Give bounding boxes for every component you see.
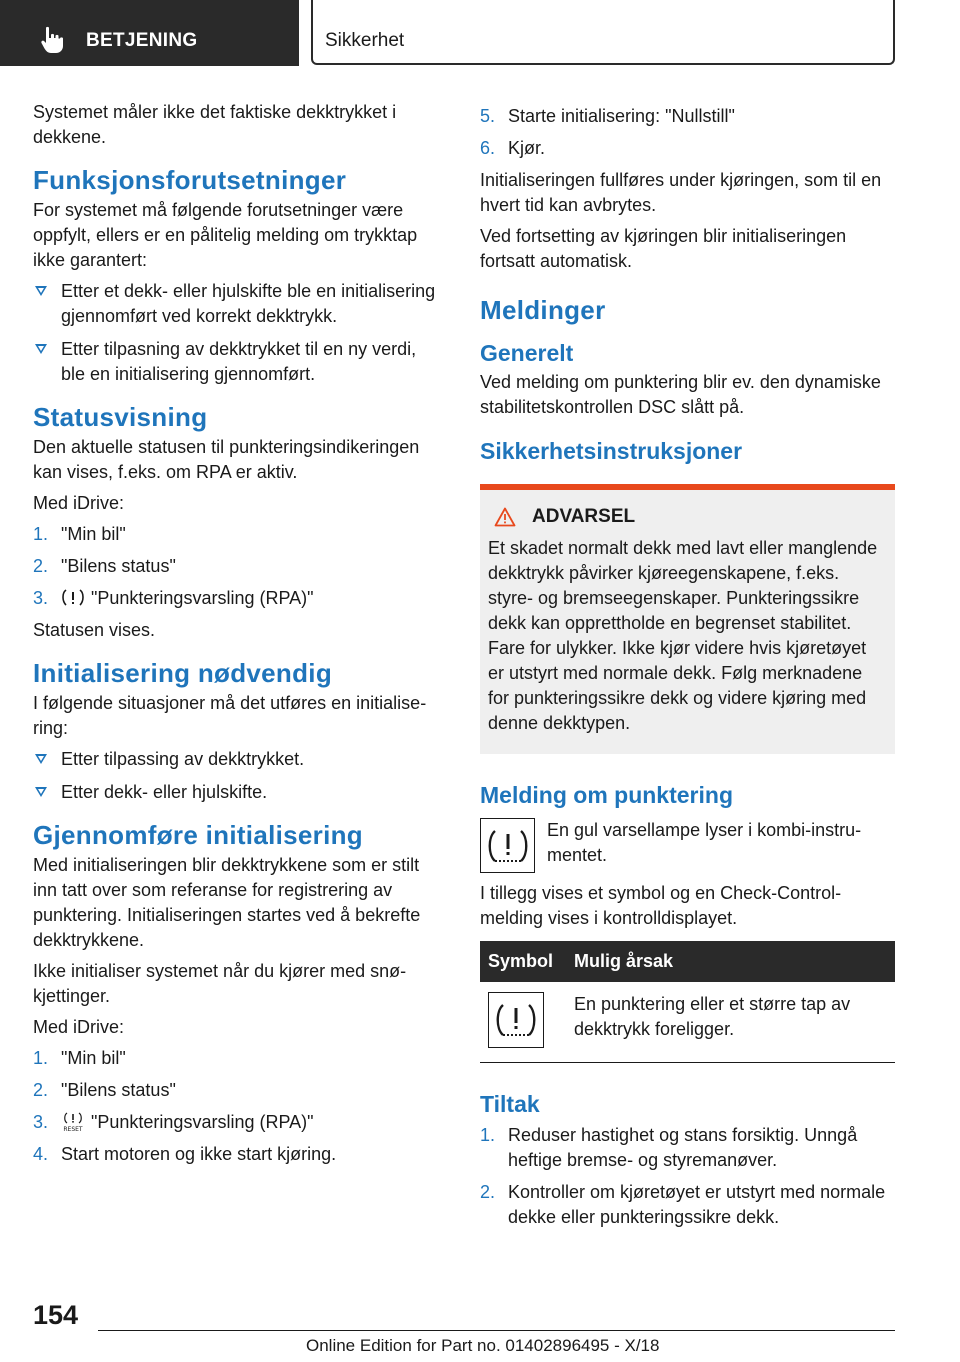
warning-box	[480, 484, 895, 754]
intro-text: Systemet måler ikke det faktiske dekktrykket i dekkene.	[33, 102, 397, 147]
table-row	[480, 982, 895, 1063]
triangle-bullet-icon	[35, 754, 47, 764]
section-tab-label: BETJENING	[86, 30, 198, 51]
list-item: Etter tilpasning av dekktrykket til en ny verdi, ble en initialisering gjennomført.	[33, 337, 445, 387]
svg-text:RESET: RESET	[63, 1126, 83, 1132]
tire-reset-icon	[61, 1112, 85, 1132]
heading-init-do: Gjennomføre initialisering	[33, 820, 363, 850]
list-item: 5. Starte initialisering: "Nullstill"	[480, 106, 735, 126]
init-do-text: Med initialiseringen blir dekktrykkene som er stilt inn tatt over som referanse for registrering av punktering. Initialiseringen startes ved å bekrefte dekktrykkene.	[33, 855, 421, 950]
heading-status: Statusvisning	[33, 402, 208, 432]
warning-text: Et skadet normalt dekk med lavt eller manglende dekktrykk påvirker kjøreegenskapene, f.eks. styre- og bremseegenskaper. Punkteringssikre dekk kan opprettholde en begrenset stabilitet. Fare for ulykker. Ikke kjør videre hvis kjøretøyet er utstyrt med normale dekk. Følg merknadene for punkteringssikre dekk og videre kjøring med denne dekktypen.	[488, 538, 878, 733]
status-text: Den aktuelle statusen til punkteringsindikeringen kan vises, f.eks. om RPA er aktiv.	[33, 437, 420, 482]
right-column	[480, 100, 895, 1237]
list-item: Etter tilpassing av dekktrykket.	[33, 747, 445, 772]
init-do-snow: Ikke initialiser systemet når du kjører med snøkjettinger.	[33, 961, 407, 1006]
heading-messages: Meldinger	[480, 295, 606, 325]
chapter-box	[311, 0, 895, 65]
puncture-text: En gul varsellampe lyser i kombi-instrumentet.	[547, 820, 862, 865]
table-header-row	[480, 941, 895, 982]
heading-general: Generelt	[480, 340, 574, 366]
heading-puncture: Melding om punktering	[480, 782, 733, 808]
triangle-bullet-icon	[35, 344, 47, 354]
init-continue-text: Ved fortsetting av kjøringen blir initialiseringen fortsatt automatisk.	[480, 226, 847, 271]
triangle-bullet-icon	[35, 286, 47, 296]
tire-warning-icon	[61, 588, 85, 608]
page-number: 154	[33, 1300, 79, 1330]
action-steps	[480, 1123, 895, 1230]
list-item: Etter et dekk- eller hjulskifte ble en initialisering gjennomført ved korrekt dekktrykk.	[33, 279, 445, 329]
list-item: 1. "Min bil"	[33, 1048, 126, 1068]
col-cause: Mulig årsak	[566, 941, 895, 982]
heading-prerequisites: Funksjonsforutsetninger	[33, 165, 347, 195]
status-idrive: Med iDrive:	[33, 493, 125, 513]
init-do-idrive: Med iDrive:	[33, 1017, 125, 1037]
list-item: 6. Kjør.	[480, 138, 546, 158]
list-item: 2. "Bilens status"	[33, 1080, 176, 1100]
prereq-text: For systemet må følgende forutsetninger være oppfylt, ellers er en pålitelig melding om trykktap ikke garantert:	[33, 200, 418, 270]
general-text: Ved melding om punktering blir ev. den dynamiske stabilitetskontrollen DSC slått på.	[480, 372, 881, 417]
page-header	[0, 0, 960, 66]
section-tab	[0, 0, 299, 66]
status-steps	[33, 522, 445, 611]
list-item: 3. RESET "Punkteringsvarsling (RPA)"	[33, 1112, 314, 1132]
tire-warning-icon	[486, 826, 530, 866]
prereq-list	[33, 279, 445, 387]
footer-edition: Online Edition for Part no. 01402896495 - X/18	[306, 1336, 660, 1355]
tire-warning-box	[488, 992, 544, 1048]
warning-triangle-icon	[494, 507, 516, 527]
list-item: 1. Reduser hastighet og stans forsiktig. Unngå heftige bremse- og styremanøver.	[480, 1125, 858, 1170]
pointing-hand-icon	[40, 26, 66, 54]
puncture-extra: I tillegg vises et symbol og en Check-Control-melding vises i kontrolldisplayet.	[480, 883, 842, 928]
symbol-table	[480, 941, 895, 1063]
chapter-label: Sikkerhet	[325, 30, 405, 51]
left-column	[33, 100, 445, 1174]
list-item: 2. "Bilens status"	[33, 556, 176, 576]
col-symbol: Symbol	[480, 941, 566, 982]
list-item: 2. Kontroller om kjøretøyet er utstyrt med normale dekke eller punkteringssikre dekk.	[480, 1182, 886, 1227]
status-shown: Statusen vises.	[33, 620, 156, 640]
warning-title: ADVARSEL	[488, 506, 887, 528]
triangle-bullet-icon	[35, 787, 47, 797]
init-steps-left	[33, 1046, 445, 1167]
puncture-row	[480, 818, 895, 873]
cause-cell: En punktering eller et større tap av dekktrykk foreligger.	[566, 982, 895, 1063]
list-item: Etter dekk- eller hjulskifte.	[33, 780, 445, 805]
footer-divider	[98, 1330, 895, 1331]
heading-safety: Sikkerhetsinstruksjoner	[480, 438, 743, 464]
init-done-text: Initialiseringen fullføres under kjøringen, som til en hvert tid kan avbrytes.	[480, 170, 882, 215]
list-item: 3. "Punkteringsvarsling (RPA)"	[33, 588, 314, 608]
list-item: 1. "Min bil"	[33, 524, 126, 544]
heading-action: Tiltak	[480, 1091, 540, 1117]
heading-init-needed: Initialisering nødvendig	[33, 658, 333, 688]
symbol-cell	[480, 982, 566, 1063]
init-steps-right	[480, 104, 895, 161]
puncture-lamp-box	[480, 818, 535, 873]
init-needed-text: I følgende situasjoner må det utføres en initialisering:	[33, 693, 427, 738]
init-needed-list	[33, 747, 445, 805]
tire-warning-icon	[494, 1000, 538, 1040]
list-item: 4. Start motoren og ikke start kjøring.	[33, 1144, 337, 1164]
